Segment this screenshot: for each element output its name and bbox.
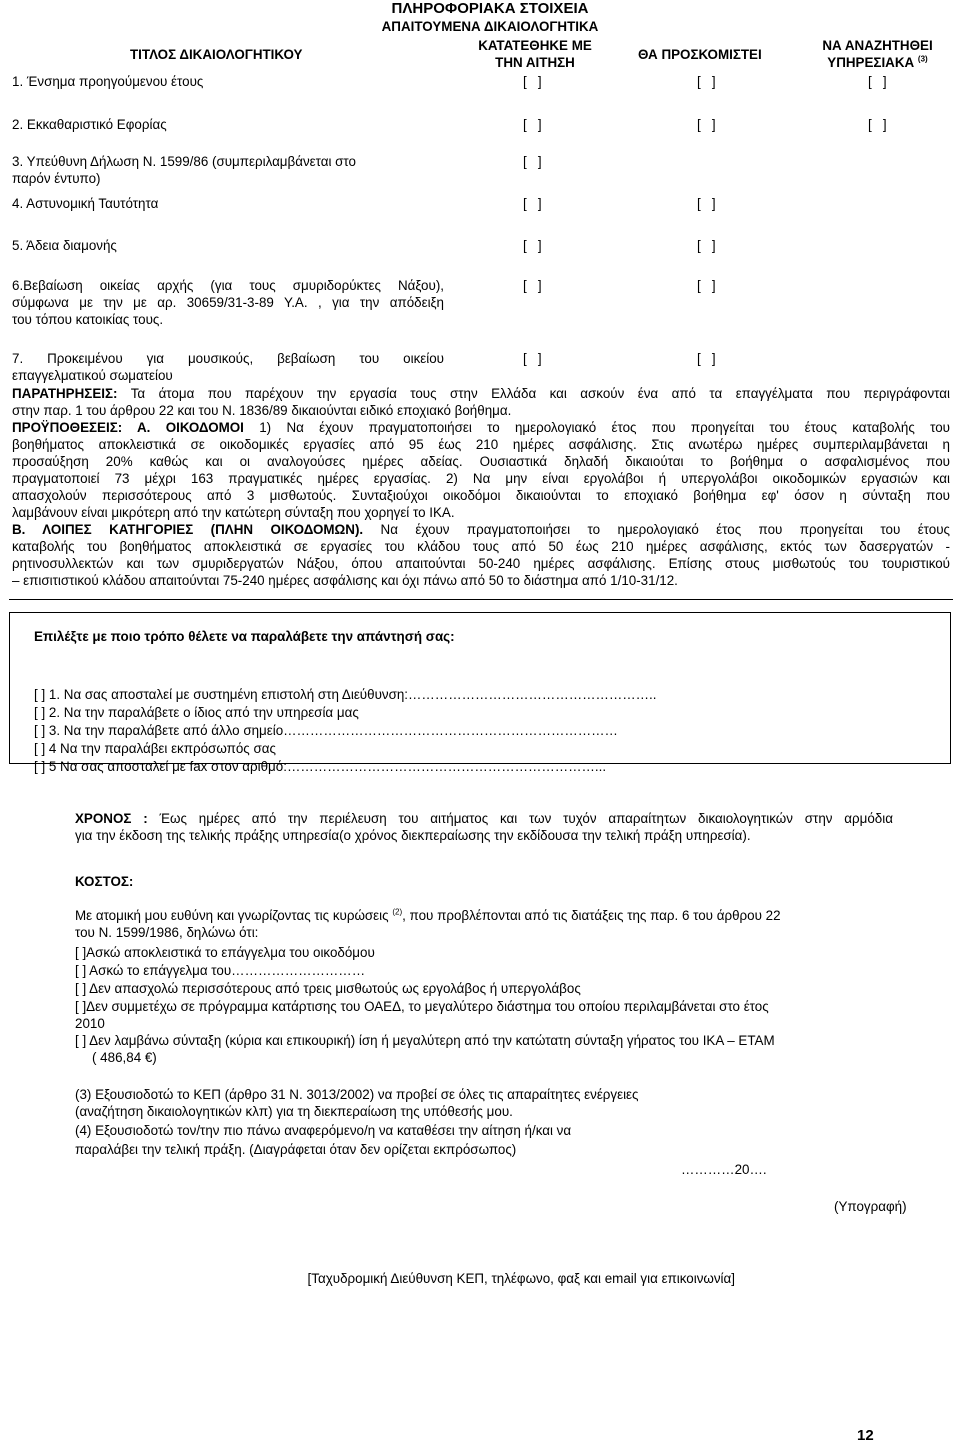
- declaration-item-1[interactable]: [ ]Ασκώ αποκλειστικά το επάγγελμα του οικοδόμου: [75, 945, 375, 960]
- answer-option-4[interactable]: [ ] 4 Να την παραλάβει εκπρόσωπός σας: [34, 741, 276, 756]
- answer-method-title: Επιλέξτε με ποιο τρόπο θέλετε να παραλάβετε την απάντησή σας:: [34, 629, 455, 644]
- column-header-bring: ΘΑ ΠΡΟΣΚΟΜΙΣΤΕΙ: [638, 47, 762, 62]
- column-header-search: ΝΑ ΑΝΑΖΗΤΗΘΕΙ ΥΠΗΡΕΣΙΑΚΑ $^{(3)}$: [822, 38, 933, 70]
- checkbox-row6-submitted[interactable]: [ ]: [523, 278, 542, 293]
- checkbox-row7-submitted[interactable]: [ ]: [523, 351, 542, 366]
- checkbox-row5-bring[interactable]: [ ]: [697, 238, 716, 253]
- declaration-intro: Με ατομική μου ευθύνη και γνωρίζοντας τις κυρώσεις $^{(2)}$, που προβλέπονται από τις διατάξεις της παρ. 6 του άρθρου 22 του Ν. 1599/1986, δηλώνω ότι:: [75, 907, 781, 940]
- document-row-6: 6.Βεβαίωση οικείας αρχής (για τους σμυριδορύκτες Νάξου), σύμφωνα με την με αρ. 30659/31-3-89 Υ.Α. , για την απόδειξη του τόπου κατοικίας τους.: [12, 278, 444, 327]
- note-3-line-1: (3) Εξουσιοδοτώ το ΚΕΠ (άρθρο 31 Ν. 3013/2002) να προβεί σε όλες τις απαραίτητες ενέργειες: [75, 1087, 639, 1102]
- checkbox-row6-bring[interactable]: [ ]: [697, 278, 716, 293]
- declaration-item-4-year: 2010: [75, 1016, 105, 1031]
- declaration-item-4[interactable]: [ ]Δεν συμμετέχω σε πρόγραμμα κατάρτισης του ΟΑΕΔ, το μεγαλύτερο διάστημα του οποίου περιλαμβάνεται στο έτος: [75, 999, 769, 1014]
- time-section: ΧΡΟΝΟΣ : Έως ημέρες από την περιέλευση του αιτήματος και των τυχόν απαραίτητων δικαιολογητικών στην αρμόδια για την έκδοση της τελικής πράξης υπηρεσία(ο χρόνος διεκπεραίωσης την εκδίδουσα την τελική πράξη υπηρεσία).: [75, 811, 893, 843]
- document-row-5: 5. Άδεια διαμονής: [12, 238, 117, 253]
- date-field[interactable]: …………20….: [681, 1162, 767, 1177]
- document-row-3: 3. Υπεύθυνη Δήλωση Ν. 1599/86 (συμπεριλαμβάνεται στο παρόν έντυπο): [12, 154, 356, 186]
- checkbox-row7-bring[interactable]: [ ]: [697, 351, 716, 366]
- column-header-title: ΤΙΤΛΟΣ ΔΙΚΑΙΟΛΟΓΗΤΙΚΟΥ: [130, 47, 303, 62]
- document-row-4: 4. Αστυνομική Ταυτότητα: [12, 196, 159, 211]
- document-row-7: 7. Προκειμένου για μουσικούς, βεβαίωση του οικείου επαγγελματικού σωματείου: [12, 351, 444, 383]
- declaration-item-3[interactable]: [ ] Δεν απασχολώ περισσότερους από τρεις μισθωτούς ως εργολάβος ή υπεργολάβος: [75, 981, 581, 996]
- answer-option-3[interactable]: [ ] 3. Να την παραλάβετε από άλλο σημείο…………………………………………………………………: [34, 723, 618, 738]
- checkbox-row2-bring[interactable]: [ ]: [697, 117, 716, 132]
- checkbox-row3-submitted[interactable]: [ ]: [523, 154, 542, 169]
- checkbox-row2-submitted[interactable]: [ ]: [523, 117, 542, 132]
- kep-contact-footer: [Ταχυδρομική Διεύθυνση ΚΕΠ, τηλέφωνο, φαξ και email για επικοινωνία]: [307, 1271, 735, 1286]
- document-row-2: 2. Εκκαθαριστικό Εφορίας: [12, 117, 167, 132]
- note-4-line-2: παραλάβει την τελική πράξη. (Διαγράφεται όταν δεν ορίζεται εκπρόσωπος): [75, 1142, 517, 1157]
- document-row-1: 1. Ένσημα προηγούμενου έτους: [12, 74, 204, 89]
- checkbox-row1-bring[interactable]: [ ]: [697, 74, 716, 89]
- checkbox-row1-search[interactable]: [ ]: [868, 74, 887, 89]
- note-3-line-2: (αναζήτηση δικαιολογητικών κλπ) για τη διεκπεραίωση της υπόθεσής μου.: [75, 1104, 513, 1119]
- section-divider: [9, 599, 953, 600]
- remarks-block: ΠΑΡΑΤΗΡΗΣΕΙΣ: Τα άτομα που παρέχουν την εργασία τους στην Ελλάδα και ασκούν ένα από τα επαγγέλματα που περιγράφονται στην παρ. 1 του άρθρου 22 και του Ν. 1836/89 δικαιούνται ειδικό εποχιακό βοήθημα. ΠΡΟΫΠΟΘΕΣΕΙΣ: Α. ΟΙΚΟΔΟΜΟΙ 1) Να έχουν πραγματοποιήσει το ημερολογιακό έτος που προηγείται του έτους καταβολής του βοηθήματος αποκλειστικά σε οικοδομικές εργασίες από 95 έως 210 ημέρες ασφάλισης. Στις ανωτέρω ημέρες συμπεριλαμβάνεται η προσαύξηση 20% καθώς και οι αναλογούσες ημέρες αδείας. Ουσιαστικά δηλαδή δικαιούται το βοήθημα ο ασφαλισμένος που πραγματοποιεί 73 μέχρι 163 πραγματικές ημέρες εργασίας. 2) Να μην είναι εργολάβοι ή υπεργολάβοι οικοδομικών εργασιών και απασχολούν περισσότερους από 3 μισθωτούς. Συνταξιούχοι οικοδόμοι δικαιούνται το εποχιακό βοήθημα εφ' όσον η σύνταξη που λαμβάνουν είναι μικρότερη από την κατώτερη σύνταξη που χορηγεί το ΙΚΑ. Β. ΛΟΙΠΕΣ ΚΑΤΗΓΟΡΙΕΣ (ΠΛΗΝ ΟΙΚΟΔΟΜΩΝ). Να έχουν πραγματοποιήσει το ημερολογιακό έτος που προηγείται του έτους καταβολής του βοηθήματος αποκλειστικά σε εργασίες του κλάδου τους από 50 έως 210 ημέρες ασφάλισης, εκτός των δασεργατών - ρητινοσυλλεκτών και των σμυριδεργατών Νάξου, όπου απαιτούνται 50-240 ημέρες ασφάλισης. Επίσης στους μισθωτούς του τουριστικού – επισιτιστικού κλάδου απαιτούνται 75-240 ημέρες ασφάλισης και όχι πάνω από 50 το διάστημα από 1/10-31/12.: [12, 386, 951, 588]
- declaration-item-5[interactable]: [ ] Δεν λαμβάνω σύνταξη (κύρια και επικουρική) ίση ή μεγαλύτερη από την κατώτατη σύνταξη γήρατος του ΙΚΑ – ΕΤΑΜ: [75, 1033, 775, 1048]
- signature-label: (Υπογραφή): [834, 1199, 907, 1214]
- checkbox-row4-submitted[interactable]: [ ]: [523, 196, 542, 211]
- declaration-item-2[interactable]: [ ] Ασκώ το επάγγελμα του…………………………: [75, 963, 366, 978]
- answer-option-1[interactable]: [ ] 1. Να σας αποσταλεί με συστημένη επιστολή στη Διεύθυνση:………………………………………………..: [34, 687, 657, 702]
- checkbox-row2-search[interactable]: [ ]: [868, 117, 887, 132]
- section-subtitle: ΑΠΑΙΤΟΥΜΕΝΑ ΔΙΚΑΙΟΛΟΓΗΤΙΚΑ: [381, 19, 599, 34]
- page-number: 12: [857, 1427, 874, 1444]
- answer-option-2[interactable]: [ ] 2. Να την παραλάβετε ο ίδιος από την υπηρεσία μας: [34, 705, 359, 720]
- answer-option-5[interactable]: [ ] 5 Να σας αποσταλεί με fax στον αριθμό:……………………………………………………………...: [34, 759, 607, 774]
- checkbox-row1-submitted[interactable]: [ ]: [523, 74, 542, 89]
- declaration-item-5-amount: ( 486,84 €): [92, 1050, 157, 1065]
- cost-label: ΚΟΣΤΟΣ:: [75, 874, 134, 889]
- checkbox-row4-bring[interactable]: [ ]: [697, 196, 716, 211]
- note-4-line-1: (4) Εξουσιοδοτώ τον/την πιο πάνω αναφερόμενο/η να καταθέσει την αίτηση ή/και να: [75, 1123, 572, 1138]
- checkbox-row5-submitted[interactable]: [ ]: [523, 238, 542, 253]
- column-header-submitted: ΚΑΤΑΤΕΘΗΚΕ ΜΕ ΤΗΝ ΑΙΤΗΣΗ: [478, 38, 592, 70]
- page-title: ΠΛΗΡΟΦΟΡΙΑΚΑ ΣΤΟΙΧΕΙΑ: [391, 0, 589, 17]
